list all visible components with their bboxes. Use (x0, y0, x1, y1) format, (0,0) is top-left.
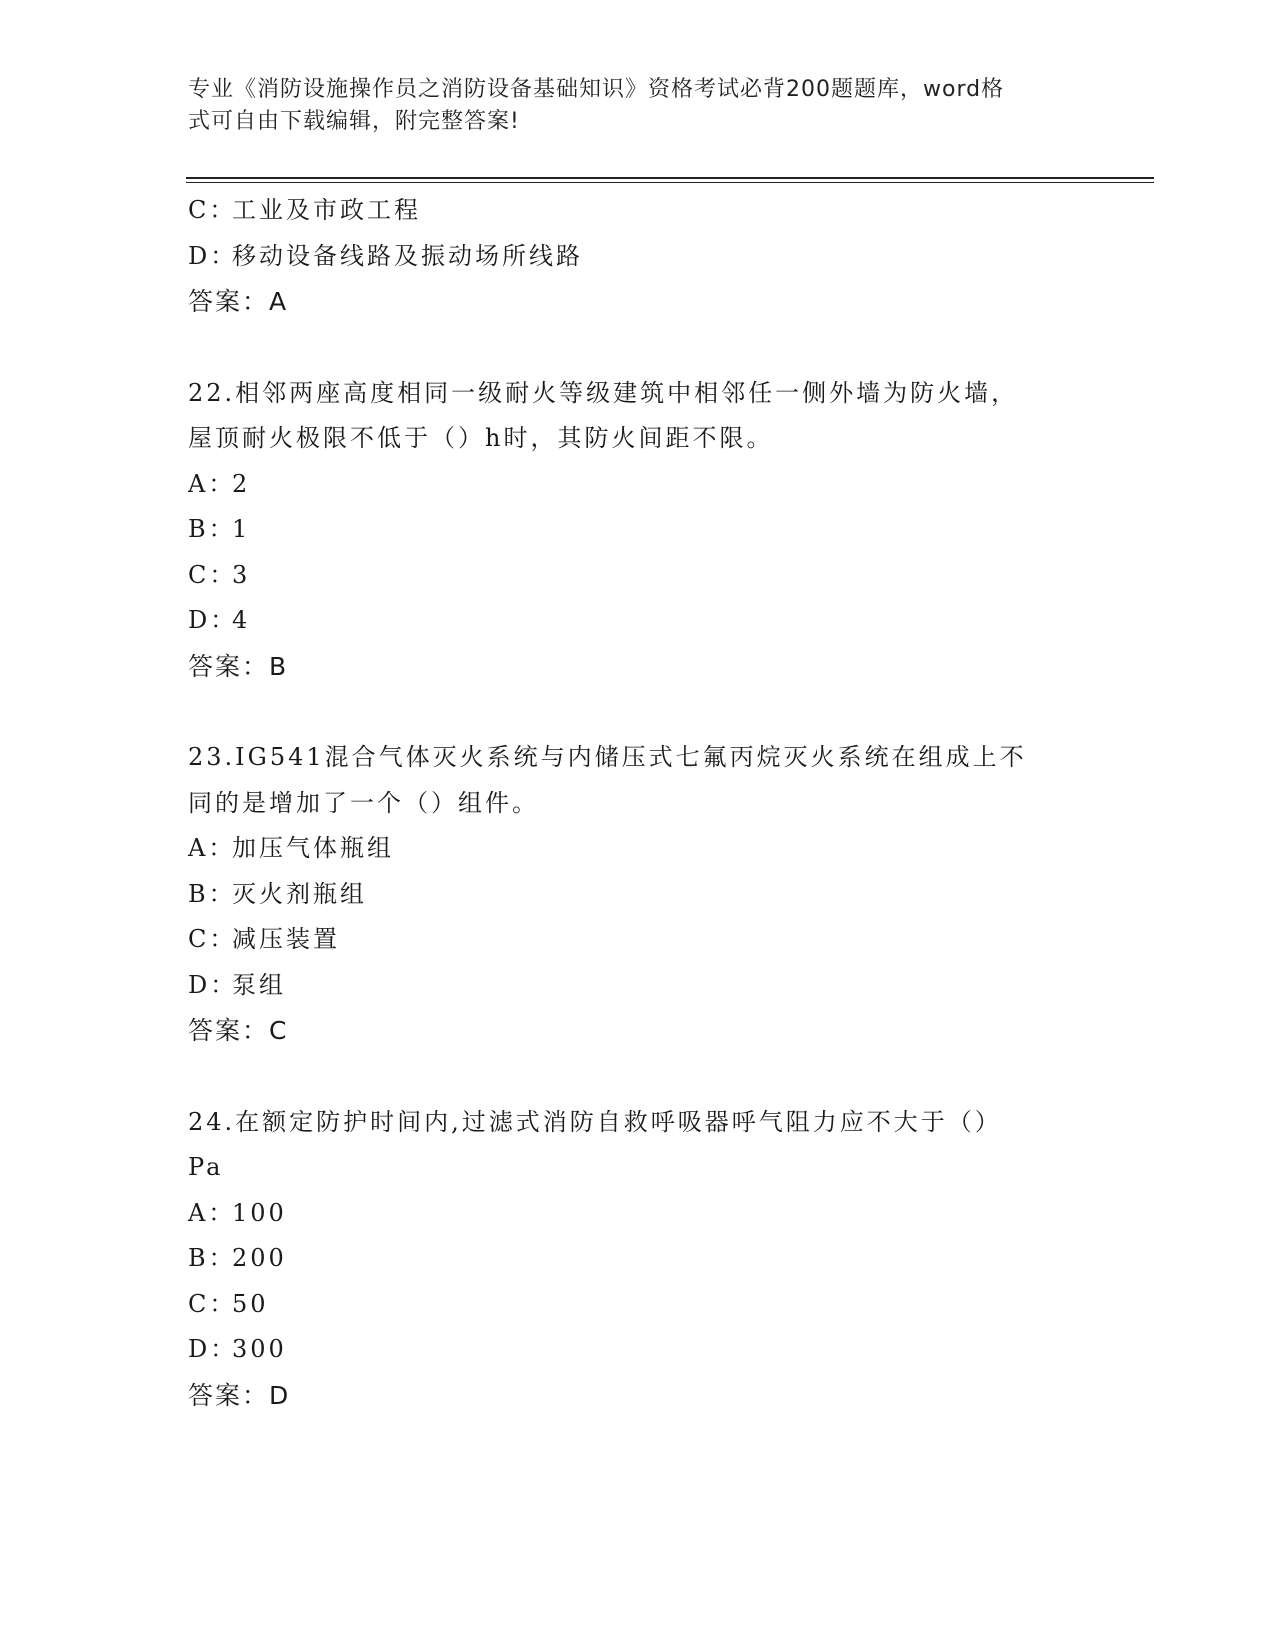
option-d: D：300 (188, 1335, 287, 1363)
answer-line: 答案：D (188, 1380, 291, 1410)
option-b: B：200 (188, 1244, 287, 1272)
question-block (188, 1100, 1068, 1419)
option-c: C：工业及市政工程 (188, 196, 421, 224)
header-rule-thick (186, 177, 1154, 179)
option-a: A：2 (188, 469, 251, 498)
carryover-block (188, 188, 1068, 325)
option-c: C：减压装置 (188, 925, 340, 953)
question-stem: 24.在额定防护时间内,过滤式消防自救呼吸器呼气阻力应不大于（） Pa (188, 1107, 1002, 1181)
answer-line: 答案：B (188, 651, 289, 681)
option-a: A：加压气体瓶组 (188, 834, 394, 862)
header-line-2: 式可自由下载编辑，附完整答案! (188, 109, 520, 134)
option-d: D：泵组 (188, 970, 286, 999)
header-line-1: 专业《消防设施操作员之消防设备基础知识》资格考试必背200题题库，word格 (188, 77, 1005, 102)
question-block (188, 371, 1068, 690)
question-block (188, 735, 1068, 1054)
document-header (188, 74, 1068, 138)
option-d: D：移动设备线路及振动场所线路 (188, 241, 583, 270)
option-c: C：3 (188, 560, 251, 589)
question-content (188, 188, 1068, 1418)
option-b: B：1 (188, 515, 251, 543)
option-d: D：4 (188, 606, 251, 634)
question-stem: 22.相邻两座高度相同一级耐火等级建筑中相邻任一侧外墙为防火墙， 屋顶耐火极限不低于（）h时，其防火间距不限。 (188, 378, 1019, 452)
option-c: C：50 (188, 1289, 269, 1318)
answer-line: 答案：A (188, 287, 289, 316)
option-a: A：100 (188, 1198, 287, 1227)
option-b: B：灭火剂瓶组 (188, 879, 367, 908)
answer-line: 答案：C (188, 1016, 289, 1045)
header-rule-thin (186, 182, 1154, 183)
question-stem: 23.IG541混合气体灭火系统与内储压式七氟丙烷灭火系统在组成上不 同的是增加了一个（）组件。 (188, 743, 1027, 817)
